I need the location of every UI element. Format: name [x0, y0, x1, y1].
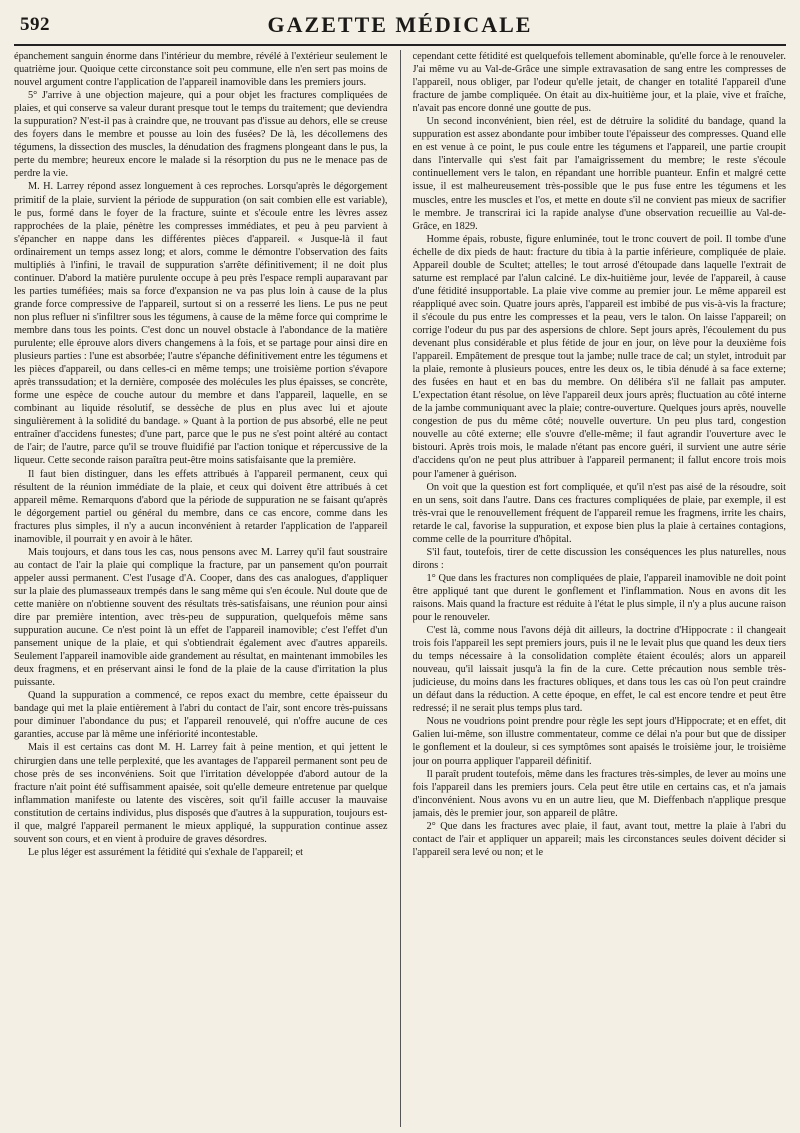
paragraph: 1° Que dans les fractures non compliquées de plaie, l'appareil inamovible ne doit point être appliqué tant que durent le gonflement et l'inflammation. Nous en avons dit les raisons. Mais quand la fracture est réduite à l'état le plus simple, il n'y a plus aucune raison pour le renouveler.	[412, 572, 786, 624]
paragraph: Il paraît prudent toutefois, même dans les fractures très-simples, de lever au moins une fois l'appareil dans les premiers jours. Cela peut être utile en certains cas, et n'a jamais d'inconvénient. Nous avons vu en un autre lieu, que M. Dieffenbach n'applique presque jamais, dès le premier jour, son appareil de plâtre.	[412, 768, 786, 819]
paragraph: 5° J'arrive à une objection majeure, qui a pour objet les fractures compliquées de plaies, et qui conserve sa valeur durant presque tout le temps du traitement; que deviendra la suppuration? N'est-il pas à craindre que, ne trouvant pas d'issue au dehors, elle se creuse des foyers dans le membre et pousse au loin des fusées? De là, les décollemens des tégumens, la dissection des muscles, la dénudation des fragmens plongeant dans le pus, la perte du membre; heureux encore le malade si la résorption du pus ne le menace pas de perdre la vie.	[14, 90, 388, 180]
paragraph: M. H. Larrey répond assez longuement à ces reproches. Lorsqu'après le dégorgement primitif de la plaie, survient la période de suppuration (on sait combien elle est variable), le pus, formé dans le foyer de la fracture, suinte et s'écoule entre les lèvres assez rapprochées de la plaie, pénètre les compresses immédiates, et peu à peu parvient à s'épancher en nappe dans les différentes pièces d'appareil. « Jusque-là il faut ordinairement un temps assez long; et alors, comme le démontre l'observation des faits multipliés à l'infini, le travail de suppuration s'arrête définitivement; il ne doit plus continuer. D'abord la matière purulente occupe à peu près l'espace rempli auparavant par les parties tuméfiées; mais sa force d'expansion ne va pas plus loin à cause de la plus grande force compressive de l'appareil, surtout si on a resserré les liens. Le pus ne peut non plus refluer ni s'infiltrer sous les tégumens, à cause de la même force qui comprime le membre dans tous les points. C'est donc un nouvel obstacle à l'abondance de la matière purulente; elle éprouve alors divers changemens à la fois, et se partage pour ainsi dire en plusieurs parties : l'une est absorbée; l'autre s'épanche définitivement entre les tégumens et les pièces d'appareil, ou dans celles-ci en même temps; une troisième portion s'évapore après transsudation; et la dernière, composée des molécules les plus épaisses, se concrète, forme une espèce de couche autour du membre et dans l'appareil, laquelle, en se combinant au liquide résolutif, se dessèche de plus en plus avec lui et ajoute singulièrement à la solidité du bandage. » Quant à la portion de pus absorbé, elle ne peut entraîner d'accidens funestes; d'une part, parce que le pus ne s'est point altéré au contact de l'air; de l'autre, parce qu'il se trouve fluidifié par l'action tonique et répercussive de la liqueur. Cette seconde raison paraîtra peut-être moins satisfaisante que la première.	[14, 181, 388, 467]
paragraph: Il faut bien distinguer, dans les effets attribués à l'appareil permanent, ceux qui résultent de la réunion immédiate de la plaie, et ceux qui doivent être attribués à cet appareil même. Remarquons d'abord que la période de suppuration ne se faisant qu'après le dégorgement partiel ou général du membre, dans ce cas encore, comme dans les fractures plus simples, il n'y a aucun inconvénient à retarder l'application de l'appareil inamovible, il pourrait y en avoir à le hâter.	[14, 468, 388, 545]
paragraph: Nous ne voudrions point prendre pour règle les sept jours d'Hippocrate; et en effet, dit Galien lui-même, son illustre commentateur, comme ce délai n'a pour but que de dissiper le gonflement et la douleur, si ces symptômes sont apaisés le troisième jour, le troisième jour on pourra appliquer l'appareil définitif.	[412, 716, 786, 767]
paragraph: Mais il est certains cas dont M. H. Larrey fait à peine mention, et qui jettent le chirurgien dans une telle perplexité, que les avantages de l'appareil permanent sont peu de chose près de ses inconvéniens. Soit que l'irritation développée d'abord autour de la fracture n'ait point été suffisamment apaisée, soit qu'elle demeure entretenue par quelque inflammation manifeste ou latente des viscères, soit qu'il faille accuser la mauvaise constitution de certains individus, plus disposés que d'autres à la suppuration, toujours est-il que, malgré l'appareil permanent le mieux appliqué, la suppuration continue assez souvent son cours, et en vient à produire de graves désordres.	[14, 742, 388, 845]
page-header	[14, 10, 786, 46]
paragraph: Quand la suppuration a commencé, ce repos exact du membre, cette épaisseur du bandage qui met la plaie entièrement à l'abri du contact de l'air, sont encore très-puissans pour diminuer l'abondance du pus; et l'appareil renouvelé, qui n'offre aucune de ces garanties, accuse par là même une infériorité incontestable.	[14, 690, 388, 741]
page-number: 592	[20, 14, 50, 35]
paragraph: Homme épais, robuste, figure enluminée, tout le tronc couvert de poil. Il tombe d'une échelle de dix pieds de haut: fracture du tibia à la partie inférieure, compliquée de plaie. Appareil double de Scultet; attelles; le tout arrosé d'étoupade dans laquelle l'extrait de saturne est remplacé par l'alun calciné. Le dix-huitième jour, levée de l'appareil, à cause d'une fétidité insupportable. La plaie vive comme au premier jour. Le même appareil est réappliqué avec soin. Quatre jours après, l'appareil est imbibé de pus vis-à-vis la fracture; il s'écoule du pus entre les compresses et la peau, vers le talon. On laisse l'appareil; on corrige l'odeur du pus par des aspersions de chlore. Sept jours après, l'écoulement du pus devenant plus considérable et plus fétide de jour en jour, on lève pour la deuxième fois l'appareil. Empâtement de presque tout la jambe; nulle trace de cal; un stylet, introduit par la plaie, remonte à plusieurs pouces, entre les deux os, le tibia dénudé à sa face externe; des fusées en haut et en bas du membre. On délibéra s'il ne fallait pas amputer. L'expectation étant résolue, on lève l'appareil deux jours après; fluctuation au côté interne de la jambe communiquant avec la plaie; contre-ouverture. Quelques jours après, nouvelle congestion de pus du même côté; nouvelle ouverture. Un peu plus tard, congestion nouvelle au côté externe; elle s'ouvre d'elle-même; il faut agrandir l'ouverture avec le bistouri. Après trois mois, le malade n'étant pas encore guéri, il survient une autre série d'accidens qu'on ne peut plus attribuer à l'appareil permanent; il fallut encore trois mois pour l'amener à guérison.	[412, 233, 786, 480]
paragraph: Le plus léger est assurément la fétidité qui s'exhale de l'appareil; et	[28, 846, 304, 858]
paragraph: cependant cette fétidité est quelquefois tellement abominable, qu'elle force à le renouveler. J'ai même vu au Val-de-Grâce une simple extravasation de sang entre les compresses de l'appareil, nous obliger, par l'odeur qu'elle jetait, de changer en totalité l'appareil d'une fracture de jambe compliquée. On était au dix-huitième jour, et la plaie, vive et fraîche, n'avait pas encore donné une goutte de pus.	[412, 51, 786, 115]
paragraph: Mais toujours, et dans tous les cas, nous pensons avec M. Larrey qu'il faut soustraire au contact de l'air la plaie qui complique la fracture, par un pansement qu'on pourrait appeler aussi permanent. C'est l'usage d'A. Cooper, dans des cas analogues, d'appliquer sur la plaie des plumasseaux trempés dans le sang même qui s'en écoule. Nul doute que de cette manière on n'obtienne souvent des résultats très-satisfaisans, une réunion pour ainsi dire par première intention, avec très-peu de suppuration, quelquefois même sans suppuration aucune. Ce n'est point là un effet de l'appareil inamovible; c'est l'effet d'un pansement unique de la plaie, et qui s'obtiendrait également avec d'autres appareils. Seulement l'appareil inamovible aide grandement au résultat, en maintenant immobiles les deux fragmens, et en préservant ainsi le fond de la plaie de la cause d'irritation la plus puissante.	[14, 546, 388, 689]
two-column-body	[14, 50, 786, 1127]
right-column	[413, 50, 787, 1127]
left-column	[14, 50, 388, 1127]
paragraph: S'il faut, toutefois, tirer de cette discussion les conséquences les plus naturelles, nous dirons :	[412, 546, 786, 571]
paragraph: On voit que la question est fort compliquée, et qu'il n'est pas aisé de la résoudre, soit en un sens, soit dans l'autre. Dans ces fractures compliquées de plaie, par exemple, il est très-vrai que le renouvellement fréquent de l'appareil remue les fragmens, irrite les chairs, retarde le cal, favorise la suppuration, et expose bien plus la plaie à certaines contagions, comme celle de la pourriture d'hôpital.	[412, 481, 786, 545]
paragraph: épanchement sanguin énorme dans l'intérieur du membre, révélé à l'extérieur seulement le quatrième jour. Quoique cette circonstance soit peu commune, elle n'en sert pas moins de nouvel argument contre l'application de l'appareil inamovible dans les premiers jours.	[14, 51, 388, 89]
journal-title: GAZETTE MÉDICALE	[267, 12, 533, 37]
paragraph: 2° Que dans les fractures avec plaie, il faut, avant tout, mettre la plaie à l'abri du contact de l'air et appliquer un appareil; mais les circonstances seules doivent décider si l'appareil sera levé ou non; et le	[412, 820, 786, 858]
column-divider	[400, 50, 401, 1127]
paragraph: C'est là, comme nous l'avons déjà dit ailleurs, la doctrine d'Hippocrate : il changeait trois fois l'appareil les sept premiers jours, puis il ne le levait plus que quand les deux tiers du temps nécessaire à la consolidation complète étaient écoulés; alors un appareil nouveau, qu'il laissait jusqu'à la fin de la cure. Cette précaution nous semble très-judicieuse, du moins dans les fractures obliques, et dans tous les cas où l'on peut craindre un défaut dans la réduction. A cette époque, en effet, le cal est encore tendre et peut être redressé; il ne serait plus temps plus tard.	[412, 625, 786, 715]
paragraph: Un second inconvénient, bien réel, est de détruire la solidité du bandage, quand la suppuration est assez abondante pour imbiber toute l'épaisseur des compresses. Quand elle en est venue à ce point, le pus coule entre les tégumens et l'appareil, une partie croupit dans l'intervalle qui s'est fait par l'amaigrissement du membre; le reste s'écoule continuellement vers le talon, en répandant une horrible puanteur. Enfin et malgré cette issue, il est malheureusement très-possible que le pus fuse entre les tégumens et les muscles, entre les muscles et l'os, et mette en doute s'il ne convient pas mieux de sacrifier le membre. Je transcrirai ici la rapide analyse d'une observation recueillie au Val-de-Grâce, en 1829.	[412, 116, 786, 232]
